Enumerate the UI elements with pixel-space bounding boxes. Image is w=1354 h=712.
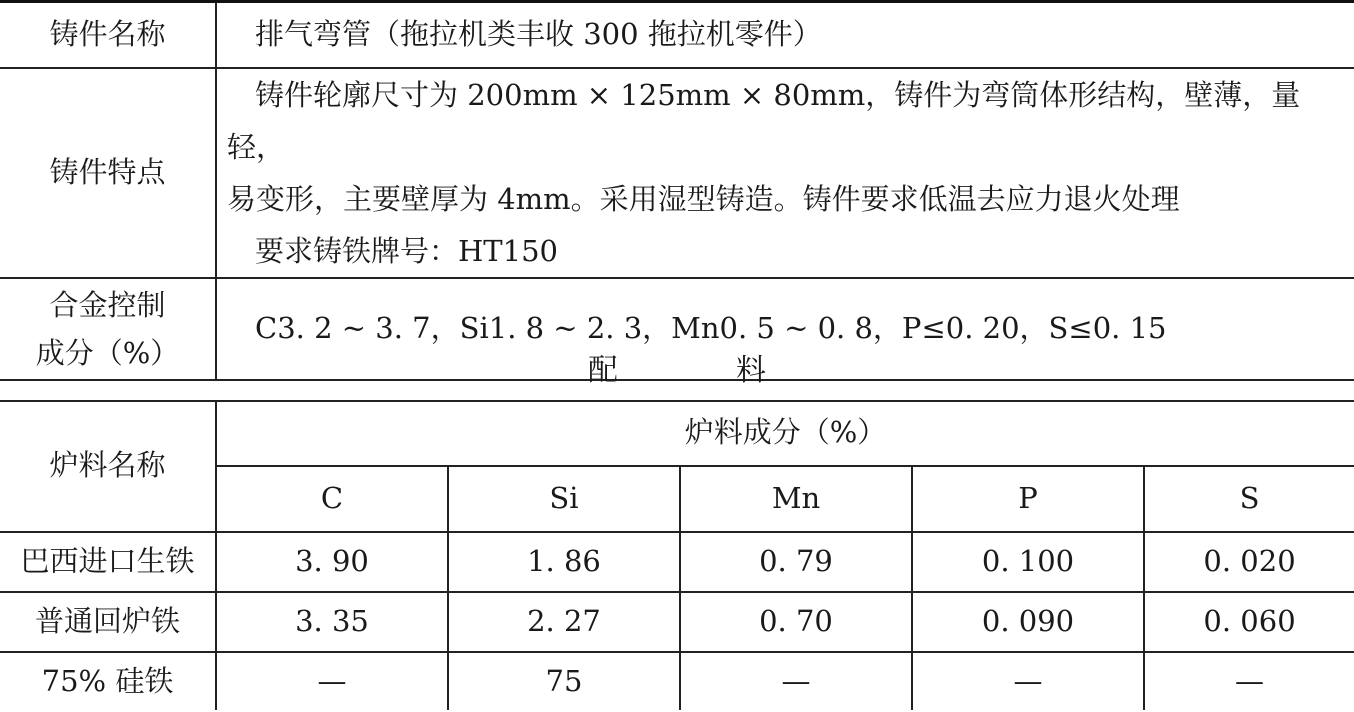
features-line-3: 要求铸铁牌号：HT150 [255, 233, 558, 268]
column-header-mn: Mn [680, 466, 912, 532]
value-p: — [912, 652, 1144, 710]
value-mn: 0. 79 [680, 532, 912, 592]
table-row [0, 652, 1354, 710]
materials-header-row [0, 400, 1354, 466]
value-mn: 0. 70 [680, 592, 912, 652]
material-name: 普通回炉铁 [0, 592, 216, 652]
value-c: 3. 90 [216, 532, 448, 592]
material-name-header: 炉料名称 [0, 400, 216, 532]
value-si: 2. 27 [448, 592, 680, 652]
alloy-control-label: 合金控制 成分（%） [0, 278, 216, 380]
column-header-s: S [1144, 466, 1354, 532]
batching-section-heading [0, 334, 1354, 402]
value-s: 0. 020 [1144, 532, 1354, 592]
value-mn: — [680, 652, 912, 710]
value-si: 1. 86 [448, 532, 680, 592]
casting-features-text [217, 69, 1354, 277]
value-si: 75 [448, 652, 680, 710]
value-p: 0. 100 [912, 532, 1144, 592]
value-s: 0. 060 [1144, 592, 1354, 652]
value-c: — [216, 652, 448, 710]
table-row [0, 592, 1354, 652]
row-casting-name [0, 2, 1354, 68]
alloy-control-value: C3. 2 ~ 3. 7，Si1. 8 ~ 2. 3，Mn0. 5 ~ 0. 8，P≤0. 20，S≤0. 15 [255, 310, 1167, 345]
column-header-si: Si [448, 466, 680, 532]
value-c: 3. 35 [216, 592, 448, 652]
material-name: 巴西进口生铁 [0, 532, 216, 592]
material-name: 75% 硅铁 [0, 652, 216, 710]
casting-features-label: 铸件特点 [0, 68, 216, 278]
batching-char-2: 料 [736, 353, 766, 388]
batching-char-1: 配 [588, 353, 618, 388]
features-line-2: 易变形，主要壁厚为 4mm。采用湿型铸造。铸件要求低温去应力退火处理 [227, 181, 1180, 216]
casting-name-value: 排气弯管（拖拉机类丰收 300 拖拉机零件） [255, 16, 822, 51]
column-header-c: C [216, 466, 448, 532]
features-line-1: 铸件轮廓尺寸为 200mm × 125mm × 80mm，铸件为弯筒体形结构，壁薄，量轻， [227, 77, 1301, 164]
value-p: 0. 090 [912, 592, 1144, 652]
casting-name-label: 铸件名称 [0, 2, 216, 68]
composition-header: 炉料成分（%） [216, 400, 1354, 466]
table-row [0, 532, 1354, 592]
row-casting-features [0, 68, 1354, 278]
value-s: — [1235, 663, 1265, 698]
column-header-p: P [912, 466, 1144, 532]
charge-materials-table [0, 400, 1354, 710]
